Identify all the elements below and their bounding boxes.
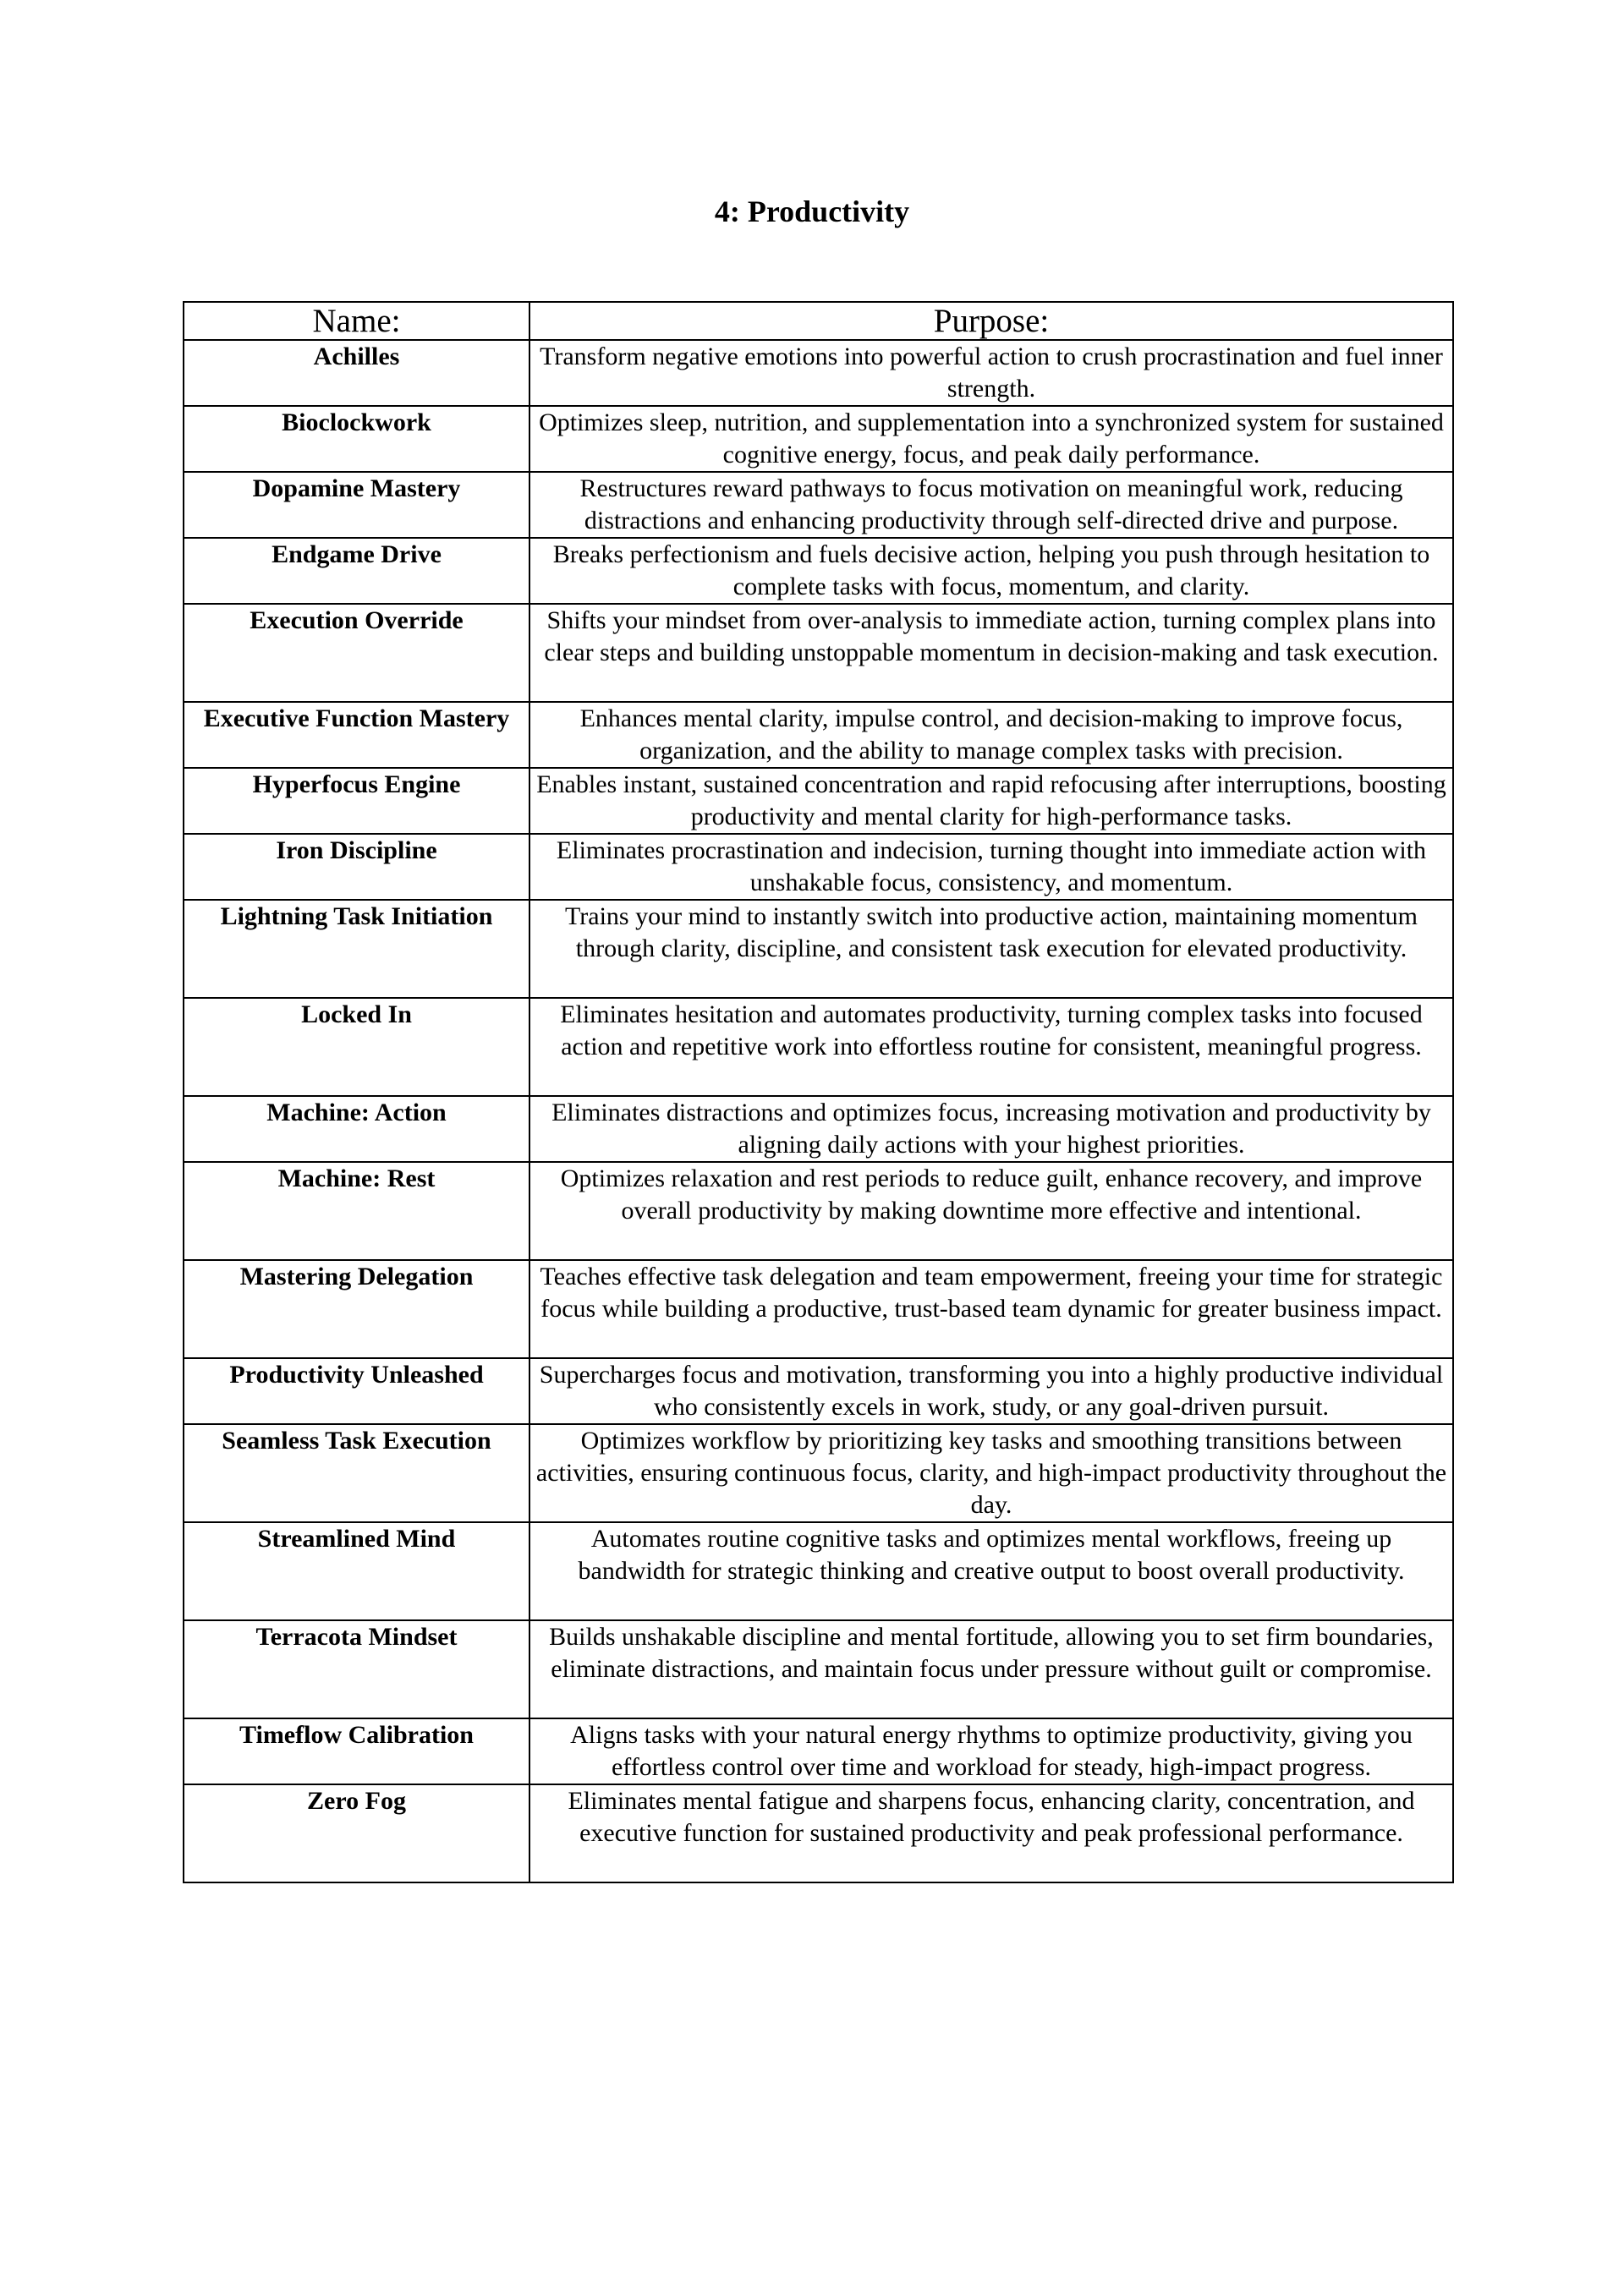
- page-title: 4: Productivity: [714, 195, 910, 228]
- table-row: [184, 1358, 1453, 1424]
- program-name: Execution Override: [184, 604, 529, 702]
- program-purpose: Teaches effective task delegation and team empowerment, freeing your time for strategic focus while building a productive, trust-based team dynamic for greater business impact.: [529, 1260, 1453, 1358]
- table-header-row: [184, 302, 1453, 340]
- program-purpose: Eliminates hesitation and automates productivity, turning complex tasks into focused action and repetitive work into effortless routine for consistent, meaningful progress.: [529, 998, 1453, 1096]
- program-purpose: Optimizes relaxation and rest periods to reduce guilt, enhance recovery, and improve overall productivity by making downtime more effective and intentional.: [529, 1162, 1453, 1260]
- program-purpose: Aligns tasks with your natural energy rhythms to optimize productivity, giving you effortless control over time and workload for steady, high-impact progress.: [529, 1718, 1453, 1784]
- program-purpose: Shifts your mindset from over-analysis to immediate action, turning complex plans into clear steps and building unstoppable momentum in decision-making and task execution.: [529, 604, 1453, 702]
- table-row: [184, 538, 1453, 604]
- program-name: Productivity Unleashed: [184, 1358, 529, 1424]
- table-row: [184, 1522, 1453, 1620]
- table-row: [184, 604, 1453, 702]
- table-row: [184, 1424, 1453, 1522]
- program-purpose: Enables instant, sustained concentration and rapid refocusing after interruptions, boosting productivity and mental clarity for high-performance tasks.: [529, 768, 1453, 834]
- name-column-header: Name:: [184, 302, 529, 340]
- program-name: Streamlined Mind: [184, 1522, 529, 1620]
- table-row: [184, 702, 1453, 768]
- table-row: [184, 1260, 1453, 1358]
- productivity-table: [183, 301, 1454, 1883]
- program-name: Locked In: [184, 998, 529, 1096]
- program-name: Machine: Rest: [184, 1162, 529, 1260]
- table-row: [184, 1784, 1453, 1882]
- program-name: Endgame Drive: [184, 538, 529, 604]
- program-name: Zero Fog: [184, 1784, 529, 1882]
- program-purpose: Optimizes workflow by prioritizing key tasks and smoothing transitions between activities, ensuring continuous focus, clarity, and high-impact productivity throughout the day.: [529, 1424, 1453, 1522]
- table-row: [184, 768, 1453, 834]
- program-purpose: Trains your mind to instantly switch into productive action, maintaining momentum through clarity, discipline, and consistent task execution for elevated productivity.: [529, 900, 1453, 998]
- program-purpose: Automates routine cognitive tasks and optimizes mental workflows, freeing up bandwidth for strategic thinking and creative output to boost overall productivity.: [529, 1522, 1453, 1620]
- program-purpose: Enhances mental clarity, impulse control, and decision-making to improve focus, organization, and the ability to manage complex tasks with precision.: [529, 702, 1453, 768]
- table-row: [184, 1096, 1453, 1162]
- table-row: [184, 472, 1453, 538]
- table-row: [184, 1162, 1453, 1260]
- table-row: [184, 900, 1453, 998]
- program-purpose: Eliminates distractions and optimizes focus, increasing motivation and productivity by aligning daily actions with your highest priorities.: [529, 1096, 1453, 1162]
- program-purpose: Restructures reward pathways to focus motivation on meaningful work, reducing distractions and enhancing productivity through self-directed drive and purpose.: [529, 472, 1453, 538]
- program-name: Mastering Delegation: [184, 1260, 529, 1358]
- program-purpose: Eliminates procrastination and indecision, turning thought into immediate action with unshakable focus, consistency, and momentum.: [529, 834, 1453, 900]
- program-name: Bioclockwork: [184, 406, 529, 472]
- program-purpose: Supercharges focus and motivation, transforming you into a highly productive individual who consistently excels in work, study, or any goal-driven pursuit.: [529, 1358, 1453, 1424]
- table-row: [184, 998, 1453, 1096]
- table-row: [184, 1718, 1453, 1784]
- program-purpose: Breaks perfectionism and fuels decisive action, helping you push through hesitation to complete tasks with focus, momentum, and clarity.: [529, 538, 1453, 604]
- program-name: Terracota Mindset: [184, 1620, 529, 1718]
- table-row: [184, 406, 1453, 472]
- table-row: [184, 834, 1453, 900]
- program-name: Hyperfocus Engine: [184, 768, 529, 834]
- table-row: [184, 340, 1453, 406]
- program-name: Timeflow Calibration: [184, 1718, 529, 1784]
- program-purpose: Optimizes sleep, nutrition, and supplementation into a synchronized system for sustained cognitive energy, focus, and peak daily performance.: [529, 406, 1453, 472]
- program-name: Achilles: [184, 340, 529, 406]
- program-name: Machine: Action: [184, 1096, 529, 1162]
- program-name: Iron Discipline: [184, 834, 529, 900]
- table-row: [184, 1620, 1453, 1718]
- program-purpose: Builds unshakable discipline and mental fortitude, allowing you to set firm boundaries, eliminate distractions, and maintain focus under pressure without guilt or compromise.: [529, 1620, 1453, 1718]
- program-name: Executive Function Mastery: [184, 702, 529, 768]
- program-name: Seamless Task Execution: [184, 1424, 529, 1522]
- program-purpose: Transform negative emotions into powerful action to crush procrastination and fuel inner strength.: [529, 340, 1453, 406]
- program-name: Dopamine Mastery: [184, 472, 529, 538]
- program-purpose: Eliminates mental fatigue and sharpens focus, enhancing clarity, concentration, and executive function for sustained productivity and peak professional performance.: [529, 1784, 1453, 1882]
- purpose-column-header: Purpose:: [529, 302, 1453, 340]
- program-name: Lightning Task Initiation: [184, 900, 529, 998]
